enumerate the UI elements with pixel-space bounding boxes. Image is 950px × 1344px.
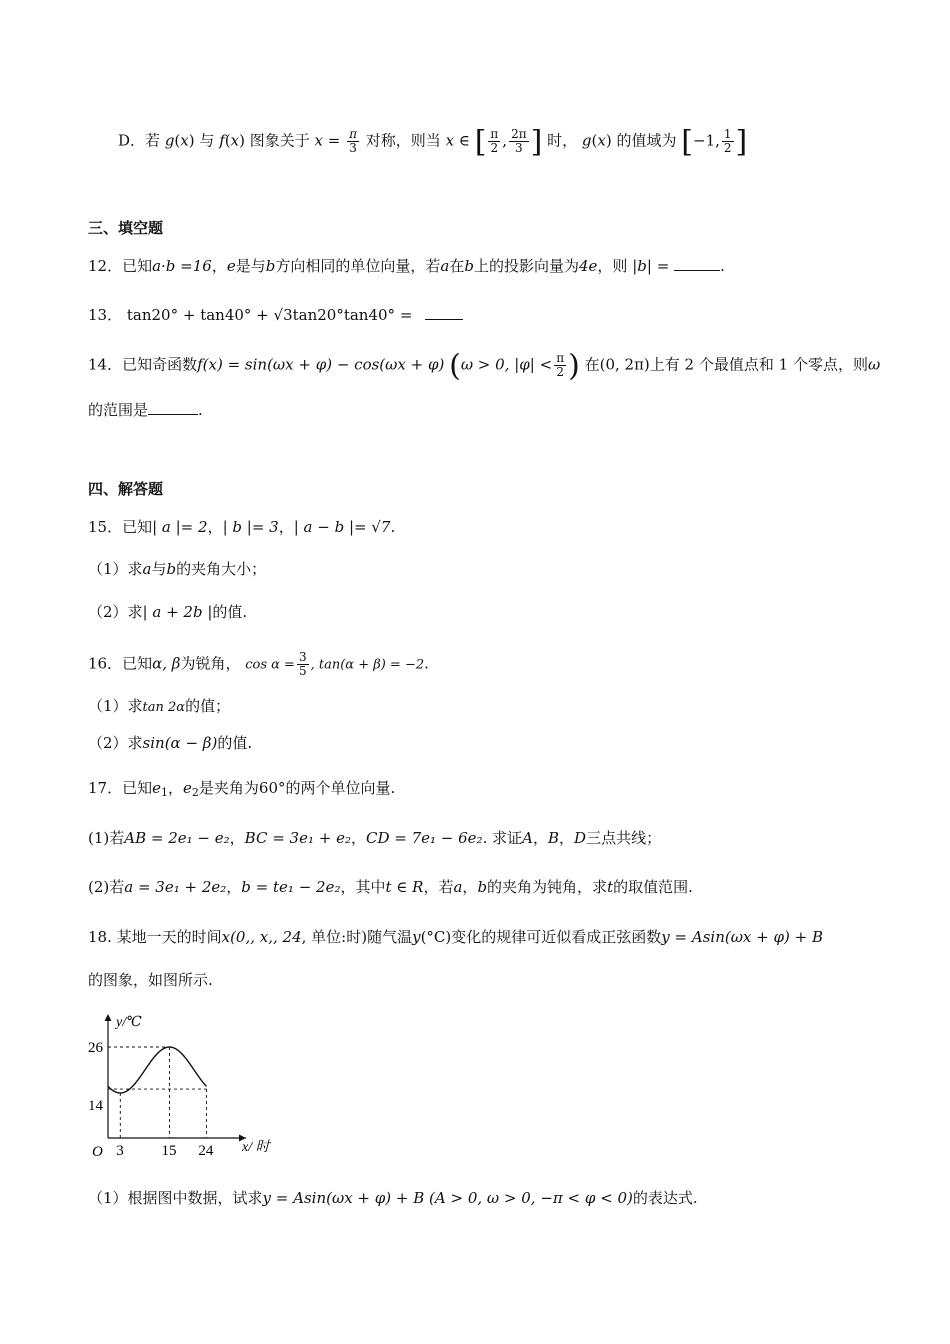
question-18: 18. 某地一天的时间x(0,, x,, 24, 单位:时)随气温y(°C)变化的规律可近似看成正弦函数y = Asin(ωx + φ) + B [88,928,823,946]
frac-2pi-3: $\frac{2\pi}{3}$ [511,127,527,155]
frac-pi-2: $\frac{\pi}{2}$ [556,351,565,379]
section-heading-fill-in: 三、填空题 [88,219,164,237]
question-18-line2: 的图象，如图所示. [88,971,213,989]
question-15-part-1: （1）求a与b的夹角大小； [88,560,267,578]
x-tick-label: 24 [198,1143,214,1159]
x-tick-label: 3 [116,1143,124,1159]
section-heading-solve: 四、解答题 [88,480,164,498]
frac-1-2: $\frac{1}{2}$ [723,127,732,155]
question-18-part-1: （1）根据图中数据，试求y = Asin(ωx + φ) + B (A > 0, ω > 0, −π < φ < 0)的表达式. [88,1189,698,1207]
question-17-part-1: (1)若AB = 2e₁ − e₂，BC = 3e₁ + e₂，CD = 7e₁ − 6e₂. 求证A，B，D三点共线； [88,829,662,847]
y-tick-label: 26 [88,1040,103,1056]
temperature-curve [108,1047,206,1093]
question-12: 12．已知a·b =16，e是与b方向相同的单位向量，若a在b上的投影向量为4e，则 |b| = . [88,257,725,275]
frac-3-5: $\frac{3}{5}$ [298,650,307,678]
question-14: 14．已知奇函数f(x) = sin(ωx + φ) − cos(ωx + φ) (ω > 0, |φ| < $\frac{\pi}{2}$ ) 在(0, 2π)上有 2 个最值点和 1 个零点，则ω [88,348,881,384]
temperature-graph [88,1010,288,1160]
question-16: 16．已知α, β为锐角， cos α = $\frac{3}{5}$ , tan(α + β) = −2. [88,650,429,678]
question-17: 17．已知$e_1$，$e_2$是夹角为60°的两个单位向量. [88,779,396,799]
y-axis-label: y/℃ [116,1015,142,1030]
y-tick-label: 14 [88,1098,103,1114]
question-16-part-2: （2）求sin(α − β)的值. [88,734,253,752]
x-tick-label: 15 [161,1143,177,1159]
x-axis-label: x/ 时 [242,1140,270,1155]
question-17-part-2: (2)若a = 3e₁ + 2e₂，b = te₁ − 2e₂，其中t ∈ R，若a，b的夹角为钝角，求t的取值范围. [88,878,693,896]
question-15-part-2: （2）求| a + 2b |的值. [88,603,248,621]
question-16-part-1: （1）求tan 2α的值； [88,697,231,715]
y-axis-arrow [105,1014,112,1021]
origin-label: O [92,1144,103,1160]
question-13: 13． tan20° + tan40° + √3tan20°tan40° = [88,303,463,327]
answer-blank[interactable] [148,400,198,415]
answer-blank[interactable] [674,256,720,271]
frac-pi-2: $\frac{\pi}{2}$ [490,127,499,155]
option-d: D．若 g(x) 与 f(x) 图象关于 x = $\frac{\pi}{3}$ 对称，则当 x ∈ [ $\frac{\pi}{2}$ , $\frac{2\pi}{3}$ ] 时， g(x) 的值域为 [−1, $\frac{1}{2}$ ] [118,124,748,160]
question-14-line2: 的范围是 . [88,401,203,419]
frac-pi-3: $\frac{\pi}{3}$ [349,127,357,155]
question-15: 15．已知| a |= 2，| b |= 3，| a − b |= √7. [88,518,396,536]
answer-blank[interactable] [425,305,463,320]
